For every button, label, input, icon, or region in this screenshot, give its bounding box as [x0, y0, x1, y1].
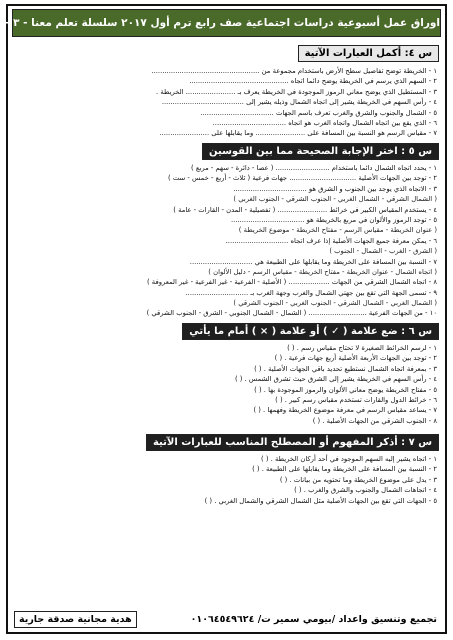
- q4-line-1: ١ - الخريطة توضح تفاصيل سطح الأرض باستخدام مجموعة من ..................................................: [151, 67, 437, 75]
- question-6-lines: [14, 343, 437, 426]
- q4-line-5: ٥ - الشمال والجنوب والشرق والغرب تعرف باسم الجهات ..................................: [200, 108, 437, 117]
- q6-line-6: ٦ - خرائط الدول والقارات تستخدم مقياس رسم كبير . ( ): [275, 395, 437, 404]
- q7-line-3: ٣ - يدل على موضوع الخريطة وما تحتويه من بيانات . ( ): [279, 475, 437, 484]
- q7-line-4: ٤ - اتجاهات الشمال والجنوب والشرق والغرب . ( ): [294, 486, 437, 495]
- question-7-title: س ٧ : أذكر المفهوم أو المصطلح المناسب للعبارات الآتية: [146, 434, 439, 451]
- q4-line-2: ٢ - السهم الذي يرسم في الخريطة يوضح دائما اتجاه ..............................................: [189, 77, 437, 86]
- q5-line-10: ٧ - النسبة بين المسافة على الخريطة وما يقابلها على الطبيعة هي .............................: [189, 257, 437, 266]
- q4-line-3: ٣ - المستطيل الذي يوضح معاني الرموز الموجودة في الخريطة يعرف بـ ....................... الخريطة .: [156, 87, 437, 96]
- q5-line-12: ٨ - اتجاه الشمال الشرقي من الجهات ................... ( الأصلية - الفرعية - غير الفرعية - غير المعروفة ): [146, 278, 437, 287]
- q5-line-4: ( الشمال الشرقي - الشمال الغربي - الجنوب الشرقي - الجنوب الغربي ): [233, 195, 437, 204]
- q5-line-5: ٤ - يستخدم المقياس الكبير في خرائط ....................... ( تفصيلية - المدن - القارات - عامة ): [173, 205, 437, 214]
- q6-line-7: ٧ - يساعد مقياس الرسم في معرفة موضوع الخريطة وفهمها . ( ): [253, 406, 437, 415]
- question-6-title: س ٦ : ضع علامة ( ✓ ) أو علامة ( × ) أمام ما يأتي: [182, 323, 439, 340]
- footer-credit: تجميع وتنسيق واعداد /بيومي سمير ت/ ٠١٠٦٤٥٤٩٦٢٤: [190, 614, 437, 625]
- q5-line-8: ٦ - يمكن معرفة جميع الجهات الأصلية إذا عرف اتجاه .............................: [225, 236, 437, 245]
- worksheet-footer: [12, 611, 441, 629]
- q5-line-14: ( الشمال الغربي - الشمال الشرقي - الجنوب الغربي - الجنوب الشرقي ): [233, 299, 437, 308]
- question-7-lines: [14, 454, 437, 506]
- q5-line-1: ١ - يحدد اتجاه الشمال دائما باستخدام ......................... ( عصا - دائرة - سهم - مربع ): [191, 164, 437, 172]
- q4-line-4: ٤ - رأس السهم في الخريطة يشير إلى اتجاه الشمال وذيله يشير إلى ......................................: [161, 98, 437, 107]
- q7-line-1: ١ - اتجاه يشير إليه السهم الموجود في أحد أركان الخريطة . ( ): [261, 455, 437, 463]
- q5-line-7: ( عنوان الخريطة - مقياس الرسم - مفتاح الخريطة - موضوع الخريطة ): [238, 226, 437, 235]
- question-4-lines: [14, 66, 437, 139]
- worksheet-header: اوراق عمل أسبوعية دراسات اجتماعية صف رابع ترم أول ٢٠١٧ سلسلة تعلم معنا - ٣ -: [12, 9, 441, 37]
- q6-line-1: ١ - لرسم الخرائط الصغيرة لا تحتاج مقياس رسم . ( ): [287, 344, 437, 352]
- q4-line-7: ٧ - مقياس الرسم هو النسبة بين المسافة على ....................... وما يقابلها على .......................: [159, 129, 437, 138]
- q6-line-2: ٢ - توجد بين الجهات الأربعة الأصلية أربع جهات فرعية . ( ): [274, 354, 437, 363]
- question-5-lines: [14, 163, 437, 319]
- worksheet-page: [6, 4, 447, 634]
- question-5-title: س ٥ : اختر الإجابة الصحيحة مما بين القوسين: [202, 143, 439, 160]
- q5-line-3: ٣ - الاتجاه الذي يوجد بين الجنوب و الشرق هو ..................................: [233, 184, 437, 193]
- q5-line-13: ٩ - تسمى الجهة التي تقع بين جهتي الشمال والغرب وجهة الغرب بـ .............................: [185, 288, 437, 297]
- q4-line-6: ٦ - الذي يقع بين اتجاه الشمال واتجاه الغرب هو اتجاه ..................................: [212, 118, 437, 127]
- footer-gift-badge: هدية مجانية صدقة جارية: [14, 611, 137, 628]
- q7-line-5: ٥ - الجهات التي تقع بين الجهات الأصلية مثل الشمال الشرقي والشمال الغربي . ( ): [204, 496, 437, 505]
- q6-line-5: ٥ - مفتاح الخريطة يوضح معاني الألوان والرموز الموجودة بها . ( ): [254, 385, 437, 394]
- question-4-title: س ٤: أكمل العبارات الآتية: [298, 45, 439, 62]
- q5-line-9: ( الشرق - الغرب - الشمال - الجنوب ): [329, 247, 437, 256]
- q6-line-3: ٣ - بمعرفة اتجاه الشمال نستطيع تحديد باقي الجهات الأصلية . ( ): [254, 364, 437, 373]
- q7-line-2: ٢ - النسبة بين المسافة على الخريطة وما يقابلها على الطبيعة . ( ): [252, 465, 437, 474]
- q6-line-4: ٤ - رأس السهم في الخريطة يشير إلى الشرق حيث تشرق الشمس . ( ): [234, 375, 437, 384]
- q5-line-2: ٢ - توجد بين الجهات الأصلية ............................... جهات فرعية ( ثلاث - أربع - خمس - ست ): [168, 174, 437, 183]
- q5-line-11: ( اتجاه الشمال - عنوان الخريطة - مفتاح الخريطة - مقياس الرسم - دليل الألوان ): [208, 267, 437, 276]
- q5-line-6: ٥ - توجد الرموز والألوان في مربع بالخريطة هو ..................................: [230, 215, 437, 224]
- q5-line-15: ١٠ - من الجهات الفرعية ........................... ( الشمال - الشمال الجنوبي - الشرق - الجنوب الشرقي ): [146, 309, 437, 318]
- q6-line-8: ٨ - الجنوب الشرقي من الجهات الأصلية . ( ): [312, 416, 437, 425]
